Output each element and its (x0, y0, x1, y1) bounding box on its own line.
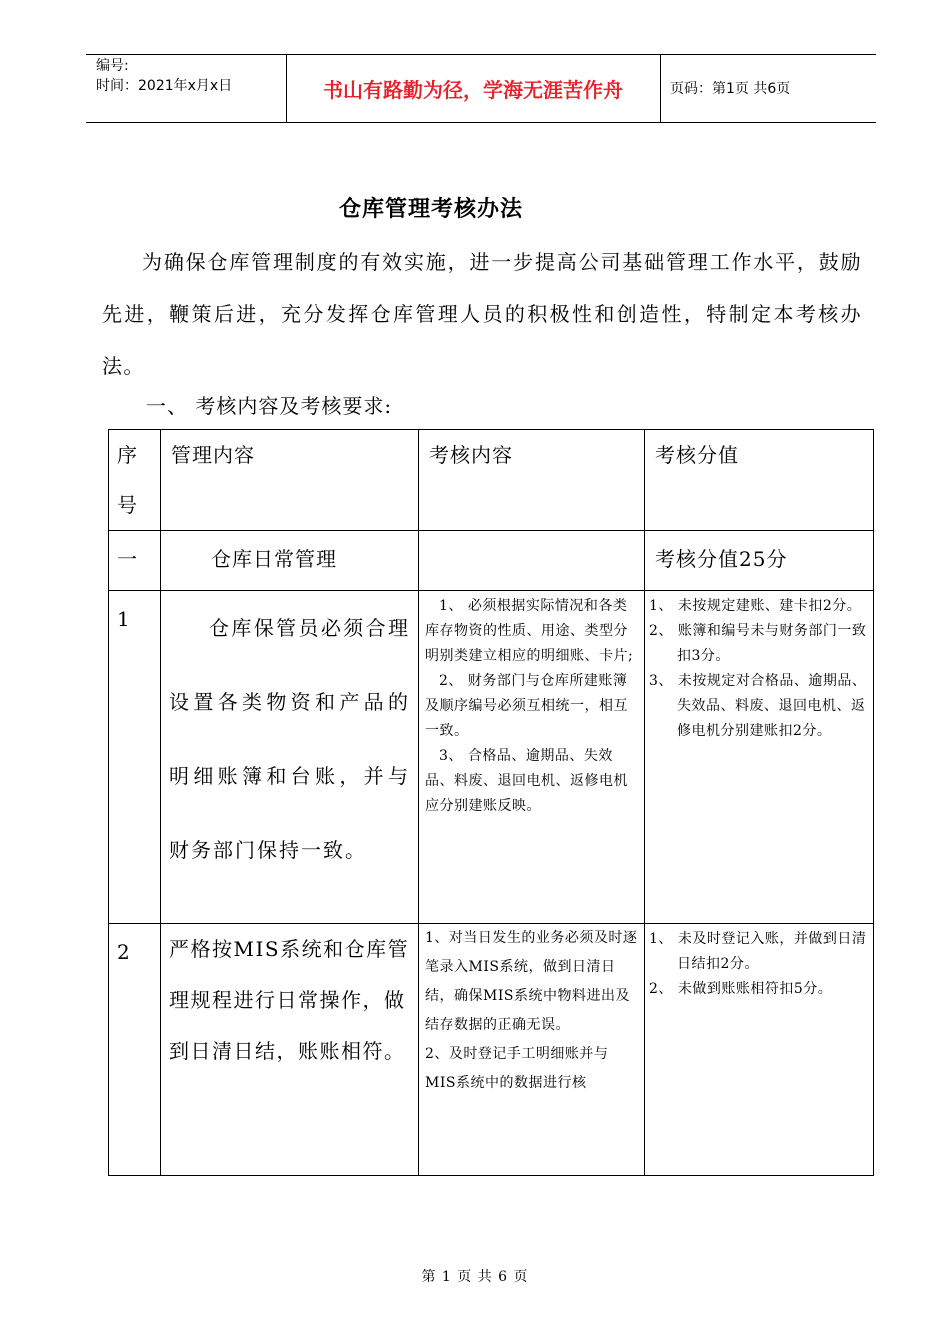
table-row (109, 924, 874, 1176)
header-content: 考核内容 (419, 430, 645, 531)
header-page-number: 页码：第1页 共6页 (670, 81, 791, 97)
content-item: 2、及时登记手工明细账并与MIS系统中的数据进行核 (425, 1046, 609, 1091)
content-item: 2、 财务部门与仓库所建账簿及顺序编号必须互相统一，相互一致。 (425, 673, 628, 739)
score-item: 1、 未及时登记入账，并做到日清日结扣2分。 (649, 931, 867, 972)
score-item: 2、 账簿和编号未与财务部门一致扣3分。 (649, 623, 867, 664)
page-footer: 第 1 页 共 6 页 (421, 1269, 529, 1285)
row-score (645, 591, 874, 924)
header-seq: 序号 (109, 430, 161, 531)
content-item: 1、 必须根据实际情况和各类库存物资的性质、用途、类型分明别类建立相应的明细账、卡片; (425, 598, 634, 664)
score-item: 3、 未按规定对合格品、逾期品、失效品、料废、退回电机、返修电机分别建账扣2分。 (649, 673, 867, 739)
document-title: 仓库管理考核办法 (338, 196, 523, 222)
assessment-table (108, 429, 874, 1176)
document-time-label: 时间：2021年x月x日 (96, 78, 233, 94)
category-content (419, 531, 645, 591)
row-management: 仓库保管员必须合理设置各类物资和产品的明细账簿和台账，并与财务部门保持一致。 (161, 591, 419, 924)
row-content (419, 591, 645, 924)
row-seq: 2 (109, 924, 161, 1176)
category-row (109, 531, 874, 591)
score-item: 1、 未按规定建账、建卡扣2分。 (649, 598, 862, 614)
category-name: 仓库日常管理 (161, 531, 419, 591)
category-score: 考核分值25分 (645, 531, 874, 591)
row-seq: 1 (109, 591, 161, 924)
header-score: 考核分值 (645, 430, 874, 531)
header-motto: 书山有路勤为径，学海无涯苦作舟 (323, 77, 623, 102)
section-heading: 一、 考核内容及考核要求: (146, 394, 393, 418)
header-divider (660, 54, 661, 122)
content-item: 3、 合格品、逾期品、失效品、料废、退回电机、返修电机应分别建账反映。 (425, 748, 628, 814)
document-number-label: 编号: (96, 58, 129, 74)
table-header-row (109, 430, 874, 531)
category-seq: 一 (109, 531, 161, 591)
header-management: 管理内容 (161, 430, 419, 531)
table-row (109, 591, 874, 924)
header-bottom-rule (86, 122, 876, 123)
row-content (419, 924, 645, 1176)
content-item: 1、对当日发生的业务必须及时逐笔录入MIS系统，做到日清日结，确保MIS系统中物料进出及结存数据的正确无误。 (425, 930, 638, 1033)
row-score (645, 924, 874, 1176)
row-management: 严格按MIS系统和仓库管理规程进行日常操作，做到日清日结，账账相符。 (161, 924, 419, 1176)
score-item: 2、 未做到账账相符扣5分。 (649, 981, 833, 997)
header-meta (96, 56, 232, 96)
intro-paragraph: 为确保仓库管理制度的有效实施，进一步提高公司基础管理工作水平，鼓励先进，鞭策后进，充分发挥仓库管理人员的积极性和创造性，特制定本考核办法。 (102, 250, 862, 378)
